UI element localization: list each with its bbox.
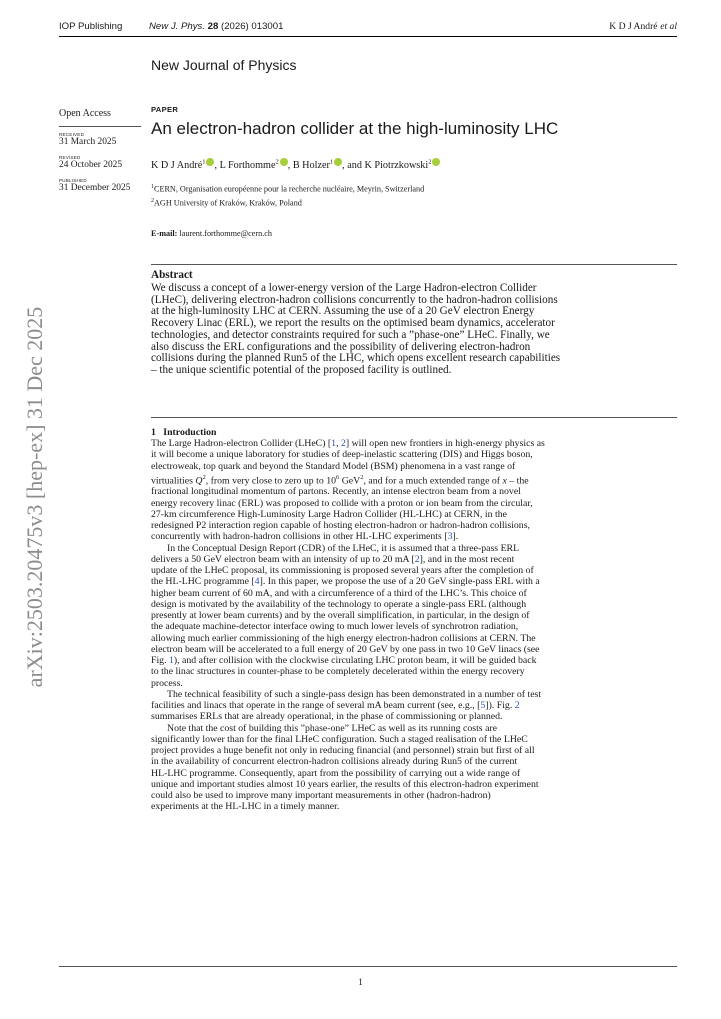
volume: 28 xyxy=(207,21,219,32)
author-name: K D J André xyxy=(151,160,203,171)
abstract-line: – the unique scientific potential of the proposed facility is outlined. xyxy=(151,363,452,376)
text-line: the adequate machine-detector interface owing to much lower levels of synchrotron radiation, xyxy=(151,621,519,633)
text-line: delivers a 50 GeV electron beam with an intensity of up to 20 mA [2], and in the most recent xyxy=(151,553,515,565)
footer-rule xyxy=(59,966,677,967)
section-heading xyxy=(151,427,216,438)
revised-date: 24 October 2025 xyxy=(59,160,123,170)
section-title: Introduction xyxy=(163,427,217,438)
header-authors xyxy=(609,21,677,32)
header-rule xyxy=(59,36,677,37)
arxiv-stamp: arXiv:2503.20475v3 [hep-ex] 31 Dec 2025 xyxy=(22,306,47,688)
math-symbol: Q xyxy=(195,475,203,487)
citation-link[interactable]: 1 xyxy=(331,438,337,449)
running-header xyxy=(59,21,677,35)
author-list: K D J André$^1$ , L Forthomme$^2$ , B Holzer$^1$ , and K Piotrzkowski$^2$ xyxy=(151,158,440,171)
citation-link[interactable]: 1 xyxy=(168,655,174,667)
orcid-icon[interactable] xyxy=(280,158,288,166)
text-line: 27-km circumference High-Luminosity Large Hadron Collider (HL-LHC) at CERN, in the xyxy=(151,508,507,520)
author-name: B Holzer xyxy=(292,160,330,171)
affiliation-2: $^2$AGH University of Kraków, Kraków, Poland xyxy=(151,198,302,208)
published-date: 31 December 2025 xyxy=(59,183,131,193)
text-line: the HL-LHC programme [4]. In this paper, we propose the use of a 20 GeV single-pass ERL with a xyxy=(151,576,540,588)
paragraph xyxy=(151,438,677,543)
journal-abbrev: New J. Phys. xyxy=(149,21,205,32)
paragraph xyxy=(151,543,677,689)
revised-label: REVISED xyxy=(59,155,81,160)
section-number: 1 xyxy=(151,427,156,438)
superscript: 2 xyxy=(202,473,206,481)
citation-link[interactable]: 2 xyxy=(340,438,346,449)
text-line: concurrently with hadron-hadron collisions in other HL-LHC experiments [3]. xyxy=(151,531,459,543)
abstract-line: at the high-luminosity LHC at CERN. Assuming the use of a 20 GeV electron Energy xyxy=(151,305,535,318)
published-label: PUBLISHED xyxy=(59,178,87,183)
text-line: facilities and linacs that operate in the range of several mA beam current (see, e.g., [5]). Fig. 2 xyxy=(151,700,520,712)
citation-link[interactable]: 2 xyxy=(414,553,420,565)
journal-name: New Journal of Physics xyxy=(151,57,297,73)
affiliation-1: $^1$CERN, Organisation européenne pour la recherche nucléaire, Meyrin, Switzerland xyxy=(151,184,425,194)
paper-type-tag: PAPER xyxy=(151,105,179,114)
superscript: 2 xyxy=(360,473,364,481)
author-affil-sup: 2 xyxy=(275,158,279,166)
text-line: could also be used to improve many important measurements in other (hadron-hadron) xyxy=(151,790,491,802)
abstract-heading: Abstract xyxy=(151,269,193,281)
open-access-rule xyxy=(59,126,141,127)
text-line: electron beam will be accelerated to a full energy of 20 GeV by one pass in two 10 GeV linacs (see xyxy=(151,643,540,655)
text-line: significantly lower than for the final LHeC configuration. Such a staged realisation of the LHeC xyxy=(151,733,528,745)
text-line: process. xyxy=(151,677,183,689)
citation-link[interactable]: 2 xyxy=(514,700,520,712)
text-line: HL-LHC programme. Consequently, apart from the possibility of carrying out a wide range of xyxy=(151,767,521,779)
abstract-bottom-rule xyxy=(151,417,677,418)
header-et-al: et al xyxy=(660,21,677,32)
text-line: update of the LHeC proposal, its commissioning is proposed several years after the completion of xyxy=(151,565,534,577)
superscript: 6 xyxy=(336,473,340,481)
abstract-top-rule xyxy=(151,264,677,265)
publisher-name: IOP Publishing xyxy=(59,21,123,32)
email-label: E-mail: xyxy=(151,229,178,238)
text-line: summarises ERLs that are already operational, in the phase of commissioning or planned. xyxy=(151,711,503,723)
abstract-text xyxy=(151,283,677,377)
email-address[interactable]: laurent.forthomme@cern.ch xyxy=(179,229,272,238)
text-line: unique and important studies almost 10 years earlier, the results of this electron-hadron experiment xyxy=(151,778,539,790)
journal-citation xyxy=(149,21,283,32)
text-line: fractional longitudinal momentum of partons. Recently, an intense electron beam from a novel xyxy=(151,486,521,498)
abstract-line: technologies, and detector constraints required for such a ”phase-one” LHeC. Finally, we xyxy=(151,328,550,341)
citation-link[interactable]: 5 xyxy=(480,700,486,712)
paragraph xyxy=(151,723,677,813)
text-line: virtualities $Q^2$, from very close to zero up to $10^6$ GeV$^2$, and for a much extended range of x – the xyxy=(151,473,529,487)
year-page: (2026) 013001 xyxy=(221,21,284,32)
orcid-icon[interactable] xyxy=(432,158,440,166)
paragraph xyxy=(151,689,677,723)
paper-title: An electron-hadron collider at the high-luminosity LHC xyxy=(151,119,559,138)
author-affil-sup: 1 xyxy=(202,158,206,166)
text-line: allowing much earlier commissioning of the high energy electron-hadron collisions at CERN. The xyxy=(151,632,536,644)
corresponding-email xyxy=(151,229,272,238)
text-line: In the Conceptual Design Report (CDR) of the LHeC, it is assumed that a three-pass ERL xyxy=(167,542,520,554)
text-line: The technical feasibility of such a single-pass design has been demonstrated in a number of test xyxy=(167,688,542,700)
text-line: electroweak, top quark and beyond the Standard Model (BSM) phenomena in a vast range of xyxy=(151,460,516,472)
introduction-body xyxy=(151,438,677,813)
abstract-line: Recovery Linac (ERL), we report the results on the optimised beam dynamics, accelerator xyxy=(151,317,555,330)
text-line: it will become a unique laboratory for studies of deep-inelastic scattering (DIS) and Higgs boson, xyxy=(151,449,533,461)
abstract-line: also discuss the ERL configurations and the possibility of delivering electron-hadron xyxy=(151,340,531,353)
abstract-line: We discuss a concept of a lower-energy version of the Large Hadron-electron Collider xyxy=(151,282,537,294)
text-line: project provides a huge benefit not only in reducing financial (and personnel) strain but first of all xyxy=(151,745,535,757)
text-line: in the availability of concurrent electron-hadron collisions already during Run5 of the current xyxy=(151,756,518,768)
text-line: energy recovery linac (ERL) was proposed to collide with a proton or ion beam from the circular, xyxy=(151,497,533,509)
page-number: 1 xyxy=(358,977,363,988)
citation-link[interactable]: 4 xyxy=(254,576,260,588)
received-date: 31 March 2025 xyxy=(59,137,117,147)
text-line: Note that the cost of building this ”phase-one” LHeC as well as its running costs are xyxy=(167,722,498,734)
text-line: The Large Hadron-electron Collider (LHeC) [1, 2] will open new frontiers in high-energy physics as xyxy=(151,438,545,449)
open-access-label: Open Access xyxy=(59,108,111,119)
text-line: experiments at the HL-LHC in a timely manner. xyxy=(151,801,340,813)
math-symbol: x xyxy=(502,475,507,487)
author-name: L Forthomme xyxy=(219,160,276,171)
abstract-line: (LHeC), delivering electron-hadron collisions concurrently to the hadron-hadron collisions xyxy=(151,293,558,306)
citation-link[interactable]: 3 xyxy=(447,531,453,543)
abstract-line: collisions during the planned Run5 of the LHC, which opens excellent research capabilities xyxy=(151,352,561,365)
header-author-name: K D J André xyxy=(609,21,658,32)
text-line: Fig. 1), and after collision with the clockwise circulating LHC proton beam, it will be guided back xyxy=(151,655,537,667)
author-affil-sup: 2 xyxy=(428,158,432,166)
text-line: redesigned P2 interaction region capable of hosting electron-hadron or hadron-hadron collisions, xyxy=(151,520,530,532)
author-affil-sup: 1 xyxy=(329,158,334,166)
text-line: higher beam current of 60 mA, and with a circumference of a third of the LHC’s. This choice of xyxy=(151,587,527,599)
author-name: K Piotrzkowski xyxy=(364,160,429,171)
text-line: design is motivated by the availability of the technology to operate a single-pass ERL (although xyxy=(151,598,527,610)
text-line: to the linac structures in counter-phase to be completely decelerated within the energy recovery xyxy=(151,666,525,678)
text-line: presently at lower beam currents) and by the overall simplification, in particular, in the design of xyxy=(151,610,530,622)
received-label: RECEIVED xyxy=(59,132,85,137)
orcid-icon[interactable] xyxy=(334,158,342,166)
